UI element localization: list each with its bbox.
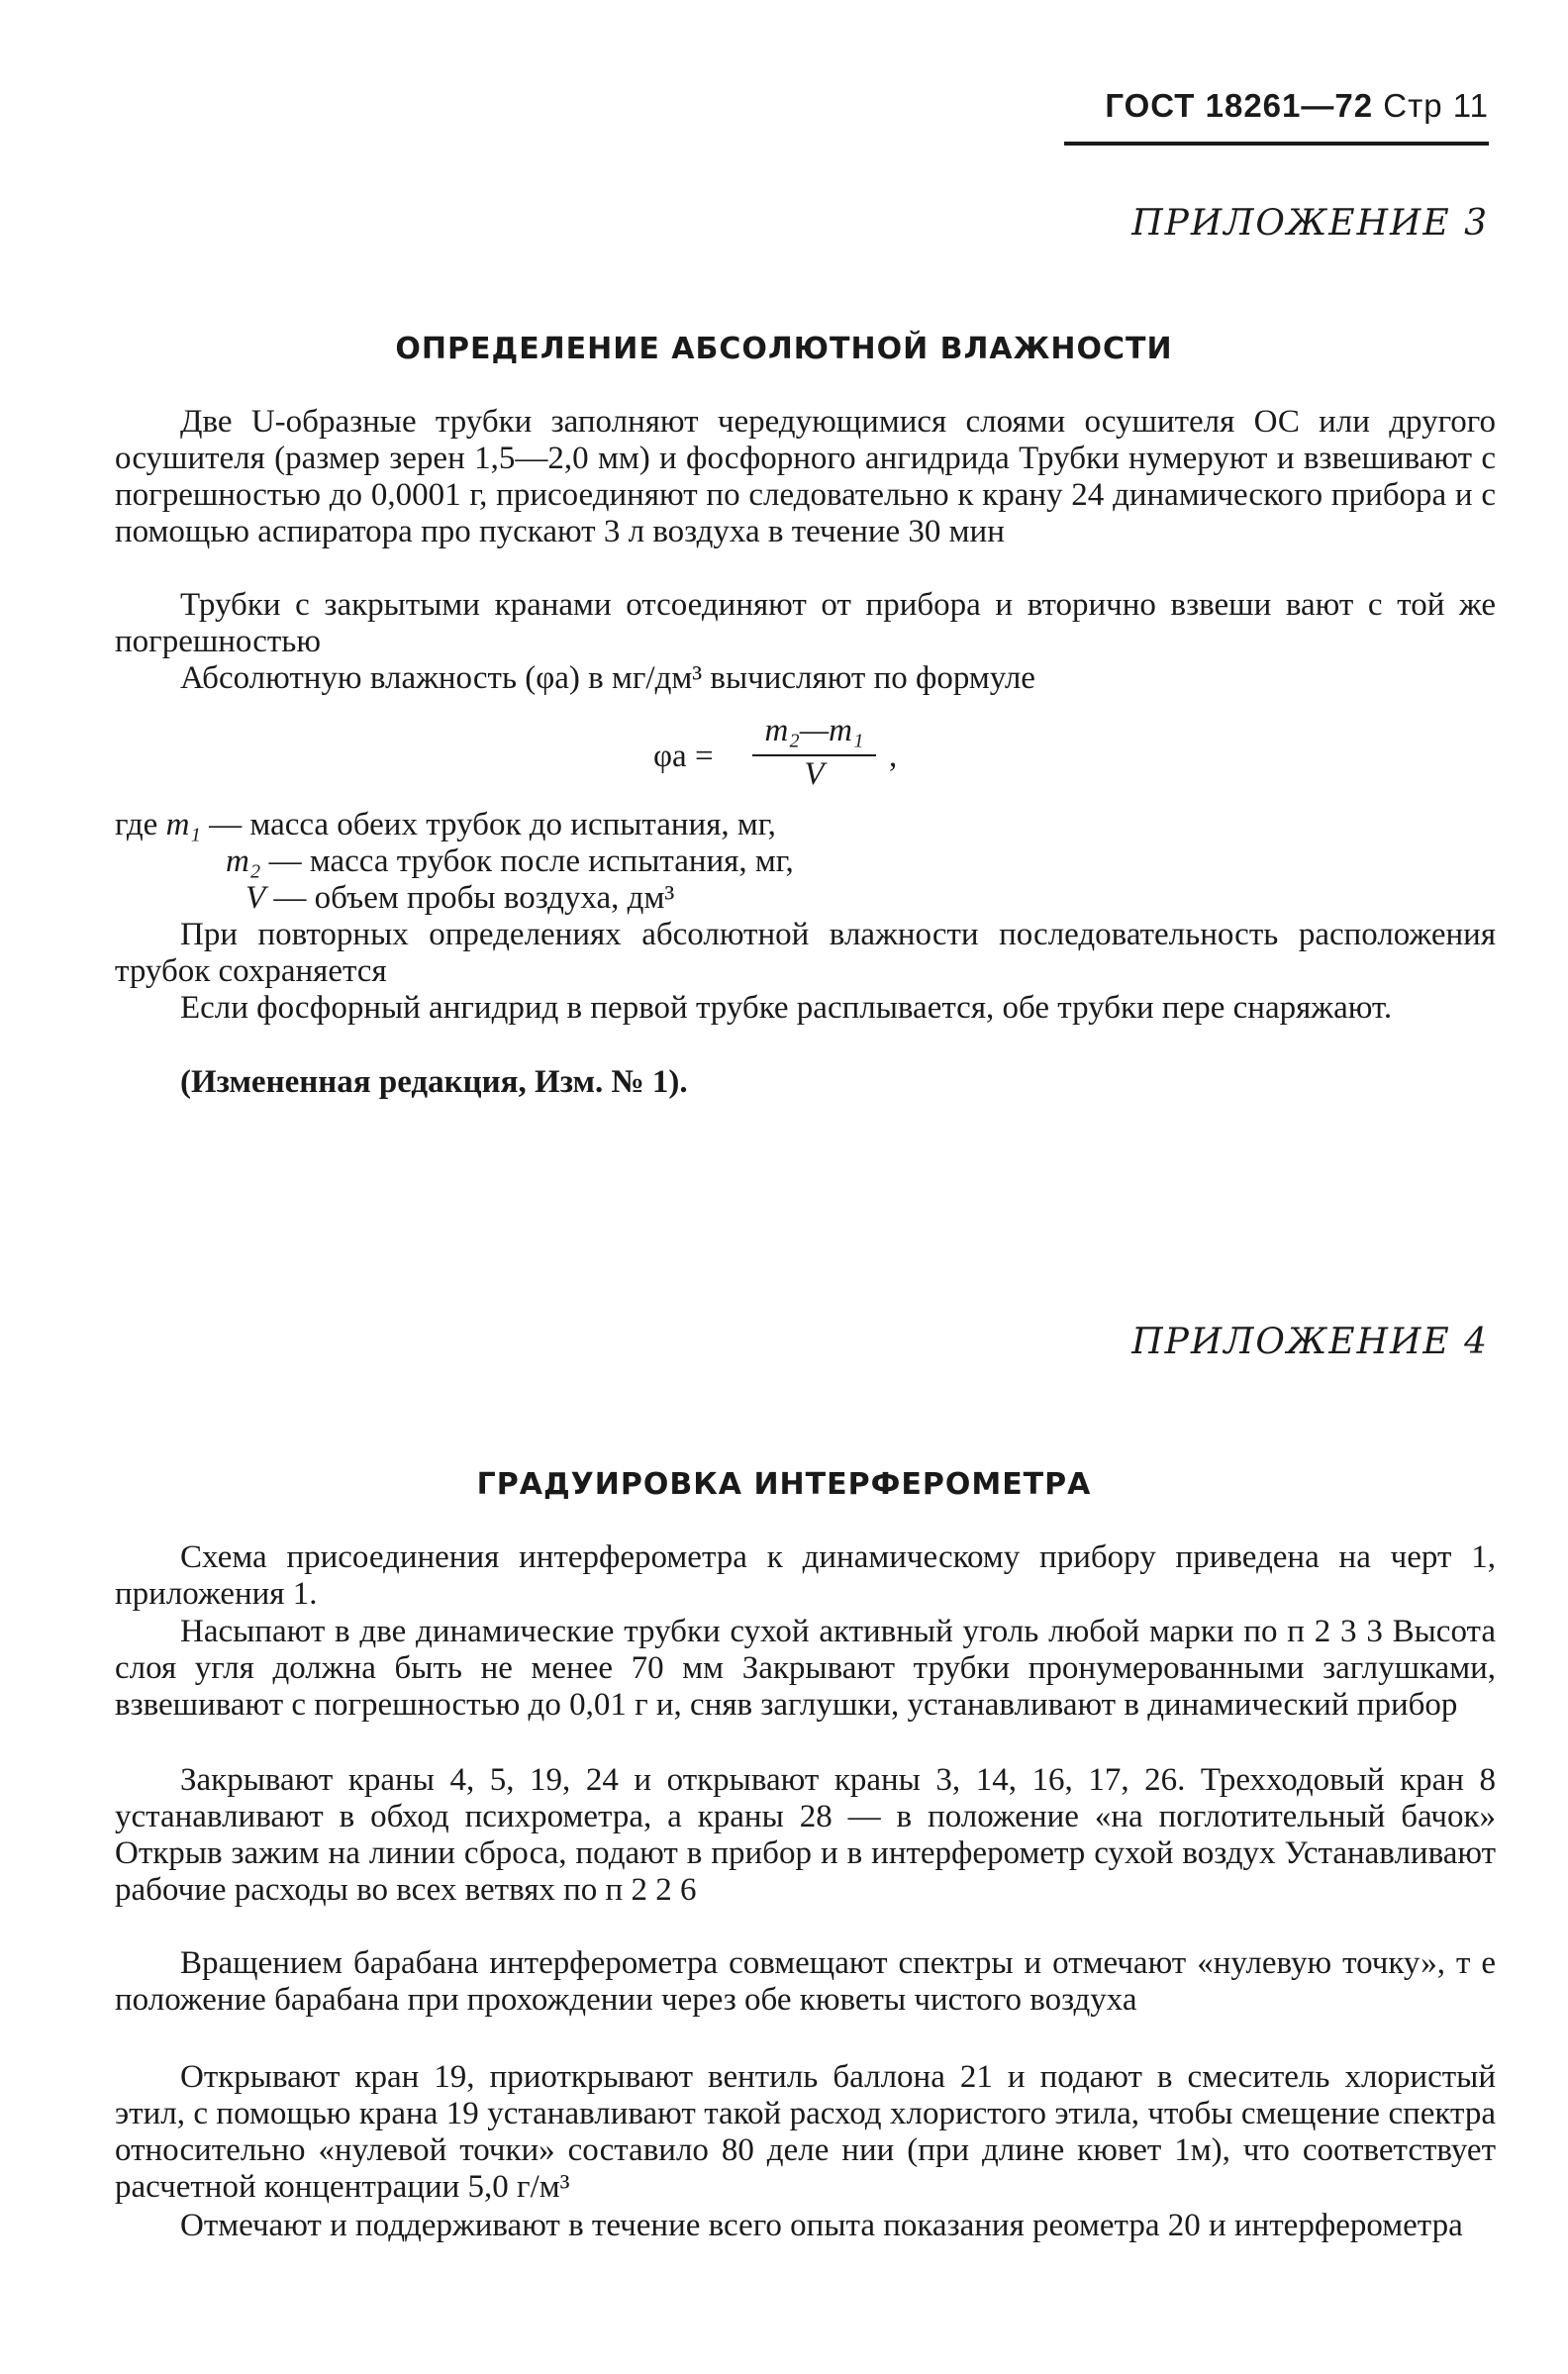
amendment-note: (Измененная редакция, Изм. № 1). bbox=[180, 1064, 688, 1100]
formula-lhs: φa = bbox=[653, 739, 714, 774]
appendix-4-paragraph-2: Насыпают в две динамические трубки сухой активный уголь любой марки по п 2 3 3 Высота слоя угля должна быть не менее 70 мм Закрывают трубки пронумерованными заглушками, взвешивают с погрешностью до 0,01 г и, сняв заглушки, устанавливают в динамический прибор bbox=[115, 1614, 1496, 1723]
appendix-3-paragraph-4: При повторных определениях абсолютной влажности последовательность расположения трубок сохраняется bbox=[115, 917, 1496, 989]
appendix-4-paragraph-6: Отмечают и поддерживают в течение всего опыта показания реометра 20 и интерферометра bbox=[180, 2208, 1463, 2243]
formula-numerator: m₂—m₁ bbox=[764, 713, 864, 748]
header-divider bbox=[1064, 142, 1489, 146]
standard-code: ГОСТ 18261—72 bbox=[1105, 87, 1374, 124]
appendix-4-paragraph-5: Открывают кран 19, приоткрывают вентиль баллона 21 и подают в смеситель хлористый этил, с помощью крана 19 устанавливают такой расход хлористого этила, чтобы смещение спектра относительно «нулевой точки» составило 80 деле нии (при длине кювет 1м), что соответствует расчетной концентрации 5,0 г/м³ bbox=[115, 2059, 1496, 2205]
humidity-formula bbox=[653, 713, 950, 792]
formula-tail: , bbox=[889, 739, 898, 774]
appendix-4-paragraph-1: Схема присоединения интерферометра к динамическому прибору приведена на черт 1, приложения 1. bbox=[115, 1539, 1496, 1612]
appendix-3-paragraph-3: Абсолютную влажность (φa) в мг/дм³ вычисляют по формуле bbox=[180, 660, 1035, 696]
appendix-4-paragraph-3: Закрывают краны 4, 5, 19, 24 и открывают краны 3, 14, 16, 17, 26. Трехходовый кран 8 устанавливают в обход психрометра, а краны 28 — в положение «на поглотительный бачок» Открыв зажим на линии сброса, подают в прибор и в интерферометр сухой воздух Устанавливают рабочие расходы во всех ветвях по п 2 2 6 bbox=[115, 1762, 1496, 1908]
page-header bbox=[1105, 87, 1489, 125]
definition-symbol: m₁ bbox=[165, 807, 201, 842]
definition-row: m₂ — масса трубок после испытания, мг, bbox=[226, 843, 794, 879]
appendix-3-paragraph-2: Трубки с закрытыми кранами отсоединяют от прибора и вторично взвеши вают с той же погрешностью bbox=[115, 587, 1496, 659]
definition-row: где m₁ — масса обеих трубок до испытания, мг, bbox=[115, 807, 776, 842]
appendix-3-paragraph-5: Если фосфорный ангидрид в первой трубке расплывается, обе трубки пере снаряжают. bbox=[180, 990, 1393, 1026]
definition-symbol: V bbox=[245, 880, 266, 916]
formula-denominator: V bbox=[804, 756, 825, 792]
appendix-4-paragraph-4: Вращением барабана интерферометра совмещают спектры и отмечают «нулевую точку», т е положение барабана при прохождении через обе кюветы чистого воздуха bbox=[115, 1945, 1496, 2018]
appendix-4-title: ГРАДУИРОВКА ИНТЕРФЕРОМЕТРА bbox=[476, 1467, 1092, 1502]
appendix-3-paragraph-1: Две U-образные трубки заполняют чередующимися слоями осушителя ОС или другого осушителя (размер зерен 1,5—2,0 мм) и фосфорного ангидрида Трубки нумеруют и взвешивают с погрешностью до 0,0001 г, присоединяют по следовательно к крану 24 динамического прибора и с помощью аспиратора про пускают 3 л воздуха в течение 30 мин bbox=[115, 404, 1496, 549]
appendix-3-title: ОПРЕДЕЛЕНИЕ АБСОЛЮТНОЙ ВЛАЖНОСТИ bbox=[395, 332, 1173, 366]
page-number: Стр 11 bbox=[1383, 87, 1489, 124]
definition-symbol: m₂ bbox=[226, 843, 261, 879]
appendix-4-label: ПРИЛОЖЕНИЕ 4 bbox=[1131, 1322, 1489, 1362]
definition-row: V — объем пробы воздуха, дм³ bbox=[245, 880, 675, 916]
appendix-3-label: ПРИЛОЖЕНИЕ 3 bbox=[1131, 203, 1489, 244]
